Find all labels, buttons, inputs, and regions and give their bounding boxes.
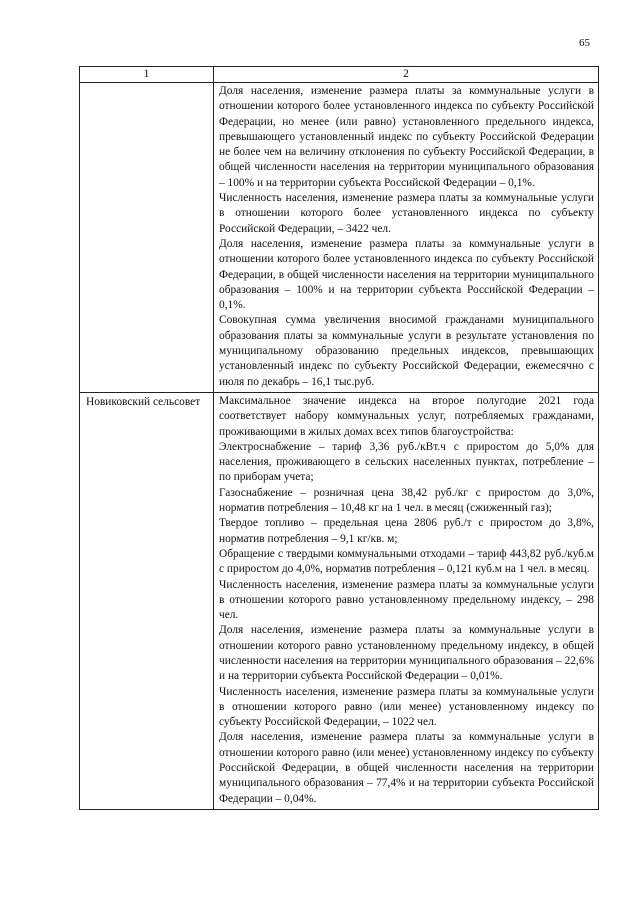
paragraph: Численность населения, изменение размера платы за коммунальные услуги в отношении которого равно установленному предельному индексу, – 298 чел. <box>219 578 594 622</box>
paragraph: Численность населения, изменение размера платы за коммунальные услуги в отношении которого более установленного индекса по субъекту Российской Федерации, – 3422 чел. <box>219 192 594 235</box>
paragraph: Твердое топливо – предельная цена 2806 руб./т с приростом до 3,8%, норматив потребления – 9,1 кг/кв. м; <box>219 517 594 545</box>
table-row <box>80 83 599 393</box>
paragraph: Электроснабжение – тариф 3,36 руб./кВт.ч с приростом до 5,0% для населения, проживающего в сельских населенных пунктах, потребление – по приборам учета; <box>219 440 594 484</box>
column-header-1: 1 <box>80 67 214 83</box>
paragraph: Обращение с твердыми коммунальными отходами – тариф 443,82 руб./куб.м с приростом до 4,0%, норматив потребления – 0,121 куб.м на 1 чел. в месяц. <box>219 547 594 576</box>
table-header-row <box>80 67 599 83</box>
table-row <box>80 392 599 809</box>
paragraph: Доля населения, изменение размера платы за коммунальные услуги в отношении которого более установленного индекса по субъекту Российской Федерации, но менее (или равно) установленного предельного индекса, превышающего установленный индекс по субъекту Российской Федерации не более чем на величину отклонения по субъекту Российской Федерации, в общей численности населения на территории муниципального образования – 100% и на территории субъекта Российской Федерации – 0,1%. <box>219 85 594 189</box>
paragraph: Максимальное значение индекса на второе полугодие 2021 года соответствует набору коммунальных услуг, потребляемых гражданами, проживающими в жилых домах всех типов благоустройства: <box>219 394 594 438</box>
page-number: 65 <box>579 37 590 49</box>
paragraph: Газоснабжение – розничная цена 38,42 руб./кг с приростом до 3,0%, норматив потребления – 10,48 кг на 1 чел. в месяц (сжиженный газ); <box>219 486 594 515</box>
region-cell: Новиковский сельсовет <box>80 392 214 809</box>
paragraph: Совокупная сумма увеличения вносимой гражданами муниципального образования платы за коммунальные услуги в результате установления по муниципальному образованию предельных индексов, превышающих установленный индекс по субъекту Российской Федерации, ежемесячно с июля по декабрь – 16,1 тыс.руб. <box>219 314 594 388</box>
paragraph: Доля населения, изменение размера платы за коммунальные услуги в отношении которого более установленного индекса по субъекту Российской Федерации, в общей численности населения на территории муниципального образования – 100% и на территории субъекта Российской Федерации – 0,1%. <box>219 237 594 312</box>
region-cell <box>80 83 214 393</box>
paragraph: Доля населения, изменение размера платы за коммунальные услуги в отношении которого равно (или менее) установленному индексу по субъекту Российской Федерации, в общей численности населения на территории муниципального образования – 77,4% и на территории субъекта Российской Федерации – 0,04%. <box>219 731 594 805</box>
data-table <box>79 66 599 810</box>
paragraph: Численность населения, изменение размера платы за коммунальные услуги в отношении которого равно (или менее) установленному индексу по субъекту Российской Федерации, – 1022 чел. <box>219 685 594 729</box>
description-cell <box>214 392 599 809</box>
paragraph: Доля населения, изменение размера платы за коммунальные услуги в отношении которого равно установленному предельному индексу, в общей численности населения на территории муниципального образования – 22,6% и на территории субъекта Российской Федерации – 0,01%. <box>219 624 595 683</box>
description-cell <box>214 83 599 393</box>
column-header-2: 2 <box>214 67 599 83</box>
